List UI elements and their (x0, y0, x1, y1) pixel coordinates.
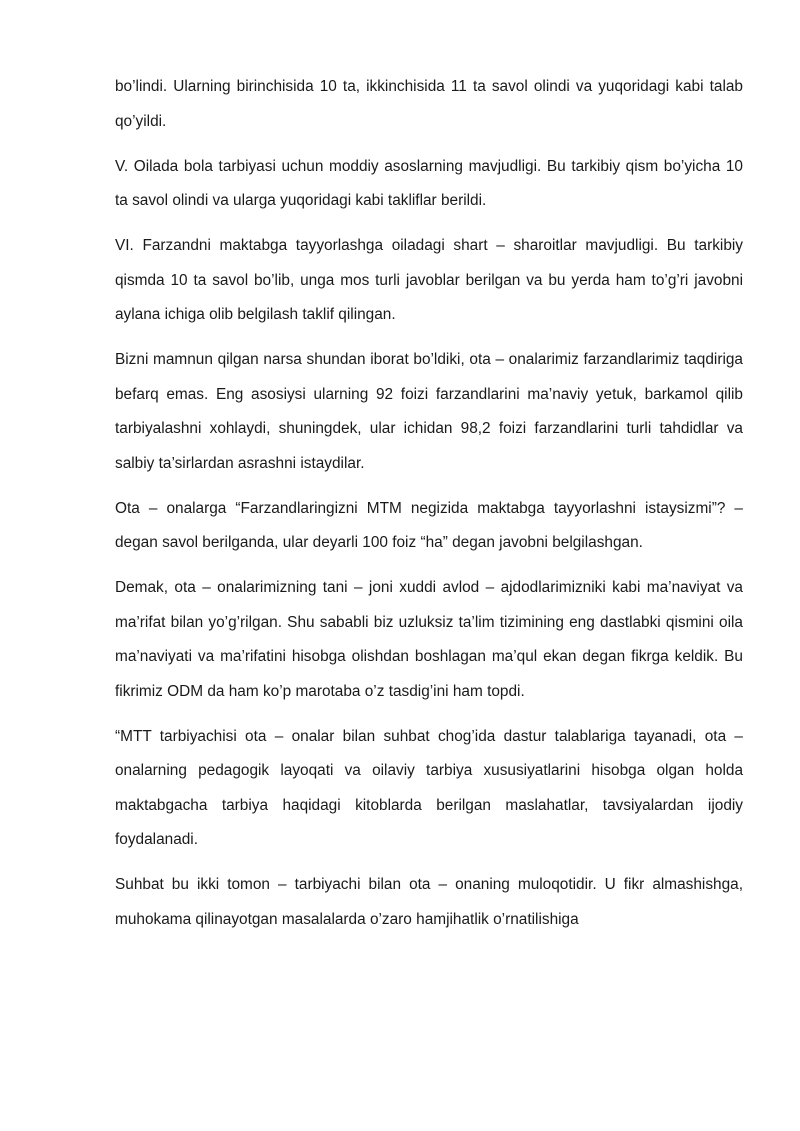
paragraph-6: Demak, ota – onalarimizning tani – joni xuddi avlod – ajdodlarimizniki kabi ma’naviyat va ma’rifat bilan yo’g’rilgan. Shu sababli biz uzluksiz ta’lim tizimining eng dastlabki qismini oila ma’naviyati va ma’rifatini hisobga olishdan boshlagan ma’qul ekan degan fikrga keldik. Bu fikrimiz ODM da ham ko’p marotaba o’z tasdig’ini ham topdi. (115, 579, 743, 700)
paragraph-3: VI. Farzandni maktabga tayyorlashga oiladagi shart – sharoitlar mavjudligi. Bu tarkibiy qismda 10 ta savol bo’lib, unga mos turli javoblar berilgan va bu yerda ham to’g’ri javobni aylana ichiga olib belgilash taklif qilingan. (115, 237, 743, 323)
paragraph-2: V. Oilada bola tarbiyasi uchun moddiy asoslarning mavjudligi. Bu tarkibiy qism bo’yicha 10 ta savol olindi va ularga yuqoridagi kabi takliflar berildi. (115, 157, 743, 209)
paragraph-1: bo’lindi. Ularning birinchisida 10 ta, ikkinchisida 11 ta savol olindi va yuqoridagi kabi talab qo’yildi. (115, 78, 743, 130)
paragraph-4: Bizni mamnun qilgan narsa shundan iborat bo’ldiki, ota – onalarimiz farzandlarimiz taqdiriga befarq emas. Eng asosiysi ularning 92 foizi farzandlarini ma’naviy yetuk, barkamol qilib tarbiyalashni xohlaydi, shuningdek, ular ichidan 98,2 foizi farzandlarini turli tahdidlar va salbiy ta’sirlardan asrashni istaydilar. (115, 351, 743, 472)
body-text (115, 70, 743, 948)
paragraph-7: “MTT tarbiyachisi ota – onalar bilan suhbat chog’ida dastur talablariga tayanadi, ota – onalarning pedagogik layoqati va oilaviy tarbiya xususiyatlarini hisobga olgan holda maktabgacha tarbiya haqidagi kitoblarda berilgan maslahatlar, tavsiyalardan ijodiy foydalanadi. (115, 727, 743, 848)
paragraph-8: Suhbat bu ikki tomon – tarbiyachi bilan ota – onaning muloqotidir. U fikr almashishga, muhokama qilinayotgan masalalarda o’zaro hamjihatlik o’rnatilishiga (115, 876, 743, 928)
paragraph-5: Ota – onalarga “Farzandlaringizni MTM negizida maktabga tayyorlashni istaysizmi”? – degan savol berilganda, ular deyarli 100 foiz “ha” degan javobni belgilashgan. (115, 499, 743, 551)
